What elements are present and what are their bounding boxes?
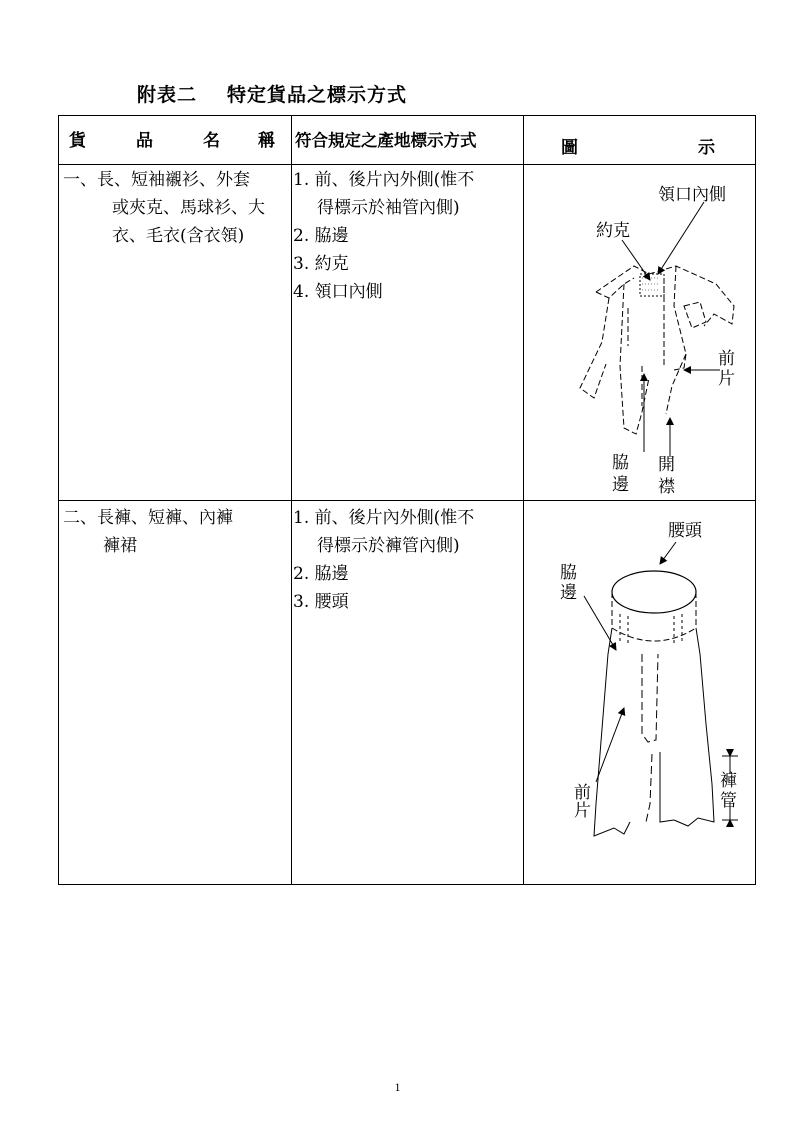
side-label-a: 脇	[560, 563, 577, 583]
waistband-top	[612, 571, 696, 613]
leg-label-a: 褲	[720, 771, 737, 791]
method-item: 3. 約克	[293, 254, 349, 274]
method-item: 得標示於褲管內側)	[317, 536, 460, 556]
goods-line: 褲裙	[103, 536, 137, 556]
row-2-methods	[293, 504, 474, 616]
front-label-b: 片	[574, 801, 591, 821]
row-1-methods	[293, 166, 474, 306]
method-item: 4. 領口內側	[293, 282, 383, 302]
method-item: 2. 脇邊	[293, 564, 349, 584]
method-item: 1. 前、後片內外側(惟不	[293, 508, 475, 528]
front-label-b: 片	[718, 369, 735, 389]
waist-label: 腰頭	[668, 521, 702, 541]
method-item: 2. 脇邊	[293, 226, 349, 246]
collar-label: 領口內側	[658, 185, 726, 205]
side-label-b: 邊	[560, 583, 577, 603]
row-2-goods	[63, 504, 233, 560]
page-number: 1	[394, 1080, 401, 1094]
placket-label-a: 開	[658, 455, 675, 475]
goods-line: 衣、毛衣(含衣領)	[112, 226, 245, 246]
row-1-goods	[63, 166, 265, 250]
row-divider	[59, 500, 755, 501]
trousers-diagram	[524, 504, 754, 844]
trousers-outline	[594, 592, 714, 836]
side-label-a: 脇	[612, 453, 629, 473]
shirt-outline	[580, 266, 734, 434]
title-label: 附表二	[137, 84, 198, 106]
title-text: 特定貨品之標示方式	[227, 84, 408, 106]
goods-line: 一、長、短袖襯衫、外套	[63, 170, 250, 190]
trousers-leaders	[584, 542, 738, 820]
yoke-hatch	[642, 278, 660, 290]
front-label-a: 前	[574, 783, 591, 803]
yoke-label: 約克	[596, 221, 630, 241]
shirt-diagram	[524, 166, 754, 500]
leg-label-b: 管	[720, 791, 737, 811]
shirt-leaders	[622, 202, 720, 456]
page-title	[137, 80, 407, 107]
header-goods: 貨 品 名 稱	[69, 131, 275, 151]
side-label-b: 邊	[612, 475, 629, 495]
header-divider	[59, 164, 755, 165]
yoke-area	[640, 274, 664, 296]
header-method: 符合規定之產地標示方式	[295, 131, 477, 150]
header-figure: 圖 示	[561, 138, 715, 158]
placket-label-b: 襟	[658, 477, 675, 497]
goods-line: 二、長褲、短褲、內褲	[63, 508, 233, 528]
method-item: 3. 腰頭	[293, 592, 349, 612]
method-item: 1. 前、後片內外側(惟不	[293, 170, 475, 190]
method-item: 得標示於袖管內側)	[317, 198, 460, 218]
front-label-a: 前	[718, 349, 735, 369]
goods-line: 或夾克、馬球衫、大	[112, 198, 265, 218]
